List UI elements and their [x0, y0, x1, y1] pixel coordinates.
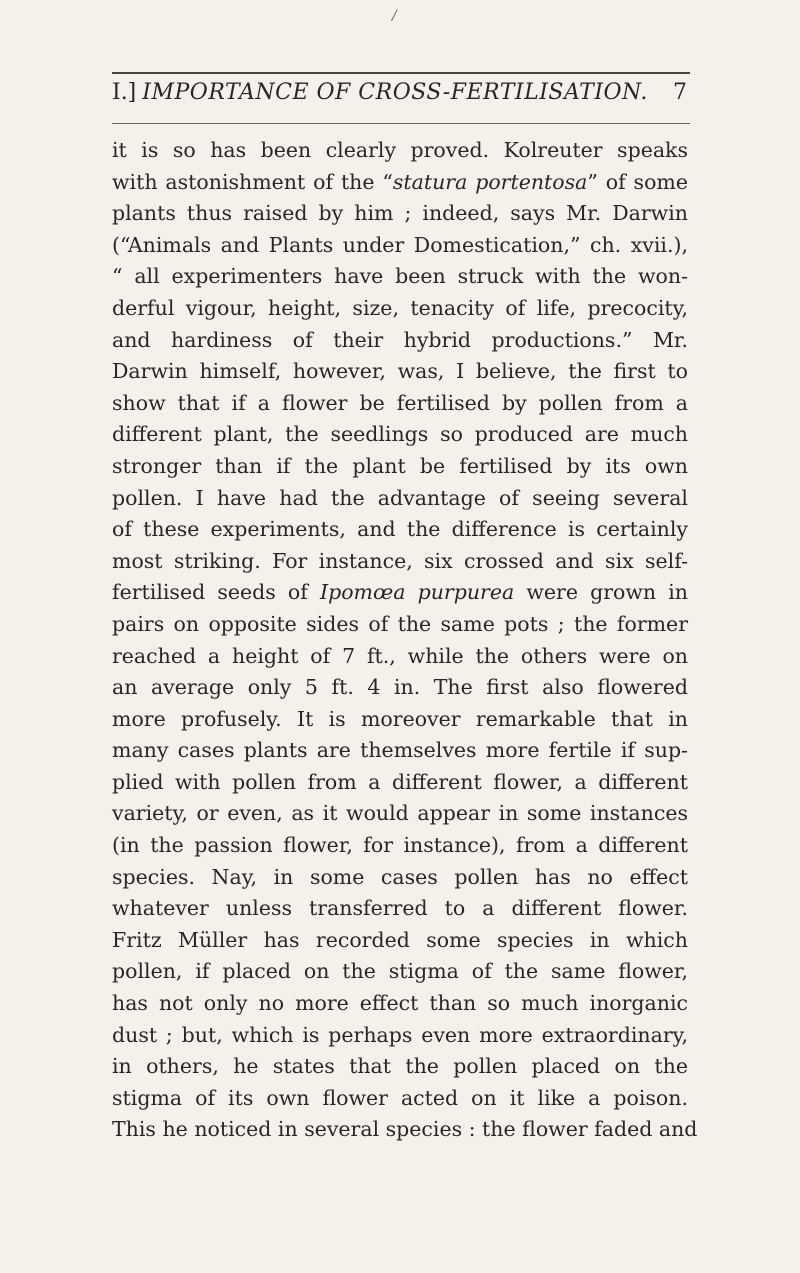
text-run: were grown in — [514, 580, 688, 605]
text-line — [112, 1114, 698, 1146]
text-line — [112, 830, 688, 862]
text-line — [112, 988, 688, 1020]
text-line — [112, 388, 688, 420]
text-line — [112, 925, 688, 957]
text-run: pollen, if placed on the stigma of the same flower, — [112, 959, 688, 984]
italic-term: Ipomœa purpurea — [319, 580, 515, 605]
text-run: fertilised seeds of — [112, 580, 320, 605]
text-run: an average only 5 ft. 4 in. The first also flowered — [112, 675, 688, 700]
text-run: of these experiments, and the difference is certainly — [112, 517, 688, 542]
text-run: species. Nay, in some cases pollen has no effect — [112, 864, 688, 889]
text-run: different plant, the seedlings so produced are much — [112, 422, 688, 447]
text-line — [112, 419, 688, 451]
text-run: variety, or even, as it would appear in some instances — [112, 801, 688, 826]
body-text — [112, 135, 698, 1146]
text-line — [112, 672, 688, 704]
text-line — [112, 230, 688, 262]
text-line — [112, 1051, 688, 1083]
text-run: most striking. For instance, six crossed and six self- — [112, 548, 688, 573]
text-line — [112, 735, 688, 767]
text-run: stronger than if the plant be fertilised by its own — [112, 453, 688, 478]
text-run: with astonishment of the “ — [112, 169, 393, 194]
text-line — [112, 862, 688, 894]
text-run: has not only no more effect than so much inorganic — [112, 991, 688, 1016]
text-run: stigma of its own flower acted on it like a poison. — [112, 1085, 688, 1110]
text-line — [112, 641, 688, 673]
text-line — [112, 767, 688, 799]
text-line — [112, 893, 688, 925]
text-run: This he noticed in several species : the flower faded and — [112, 1117, 698, 1142]
text-run: pairs on opposite sides of the same pots ; the former — [112, 611, 688, 636]
text-run: pollen. I have had the advantage of seeing several — [112, 485, 688, 510]
text-line — [112, 514, 688, 546]
text-run: plants thus raised by him ; indeed, says Mr. Darwin — [112, 201, 688, 226]
text-run: whatever unless transferred to a different flower. — [112, 896, 688, 921]
text-run: in others, he states that the pollen placed on the — [112, 1054, 688, 1079]
text-line — [112, 325, 688, 357]
text-line — [112, 451, 688, 483]
text-run: (“Animals and Plants under Domestication,” ch. xvii.), — [112, 232, 688, 257]
text-run: derful vigour, height, size, tenacity of life, precocity, — [112, 295, 688, 320]
text-run: more profusely. It is moreover remarkable that in — [112, 706, 688, 731]
page-number: 7 — [673, 80, 687, 105]
text-run: many cases plants are themselves more fertile if sup- — [112, 738, 688, 763]
header-rule-bottom — [112, 123, 690, 124]
text-line — [112, 261, 688, 293]
text-line — [112, 956, 688, 988]
text-line — [112, 135, 688, 167]
text-run: plied with pollen from a different flower, a different — [112, 769, 688, 794]
text-run: reached a height of 7 ft., while the others were on — [112, 643, 688, 668]
text-run: “ all experimenters have been struck with the won- — [112, 264, 688, 289]
text-run: (in the passion flower, for instance), from a different — [112, 833, 688, 858]
text-line — [112, 1083, 688, 1115]
text-line — [112, 546, 688, 578]
text-run: Fritz Müller has recorded some species in which — [112, 927, 688, 952]
running-header — [112, 80, 687, 116]
text-run: it is so has been clearly proved. Kolreuter speaks — [112, 138, 688, 162]
text-line — [112, 356, 688, 388]
text-run: Darwin himself, however, was, I believe, the first to — [112, 359, 688, 384]
text-line — [112, 483, 688, 515]
text-line — [112, 167, 688, 199]
text-line — [112, 293, 688, 325]
corner-mark: / — [392, 8, 397, 24]
text-line — [112, 198, 688, 230]
running-title: IMPORTANCE OF CROSS-FERTILISATION. — [142, 80, 648, 105]
text-line — [112, 704, 688, 736]
text-run: ” of some — [587, 169, 688, 194]
italic-term: statura portentosa — [392, 169, 588, 194]
text-line — [112, 1020, 688, 1052]
text-line — [112, 577, 688, 609]
header-rule-top — [112, 72, 690, 74]
text-run: dust ; but, which is perhaps even more extraordinary, — [112, 1022, 688, 1047]
text-run: and hardiness of their hybrid productions.” Mr. — [112, 327, 688, 352]
chapter-number: I.] — [112, 80, 137, 105]
text-run: show that if a flower be fertilised by pollen from a — [112, 390, 688, 415]
text-line — [112, 798, 688, 830]
text-line — [112, 609, 688, 641]
